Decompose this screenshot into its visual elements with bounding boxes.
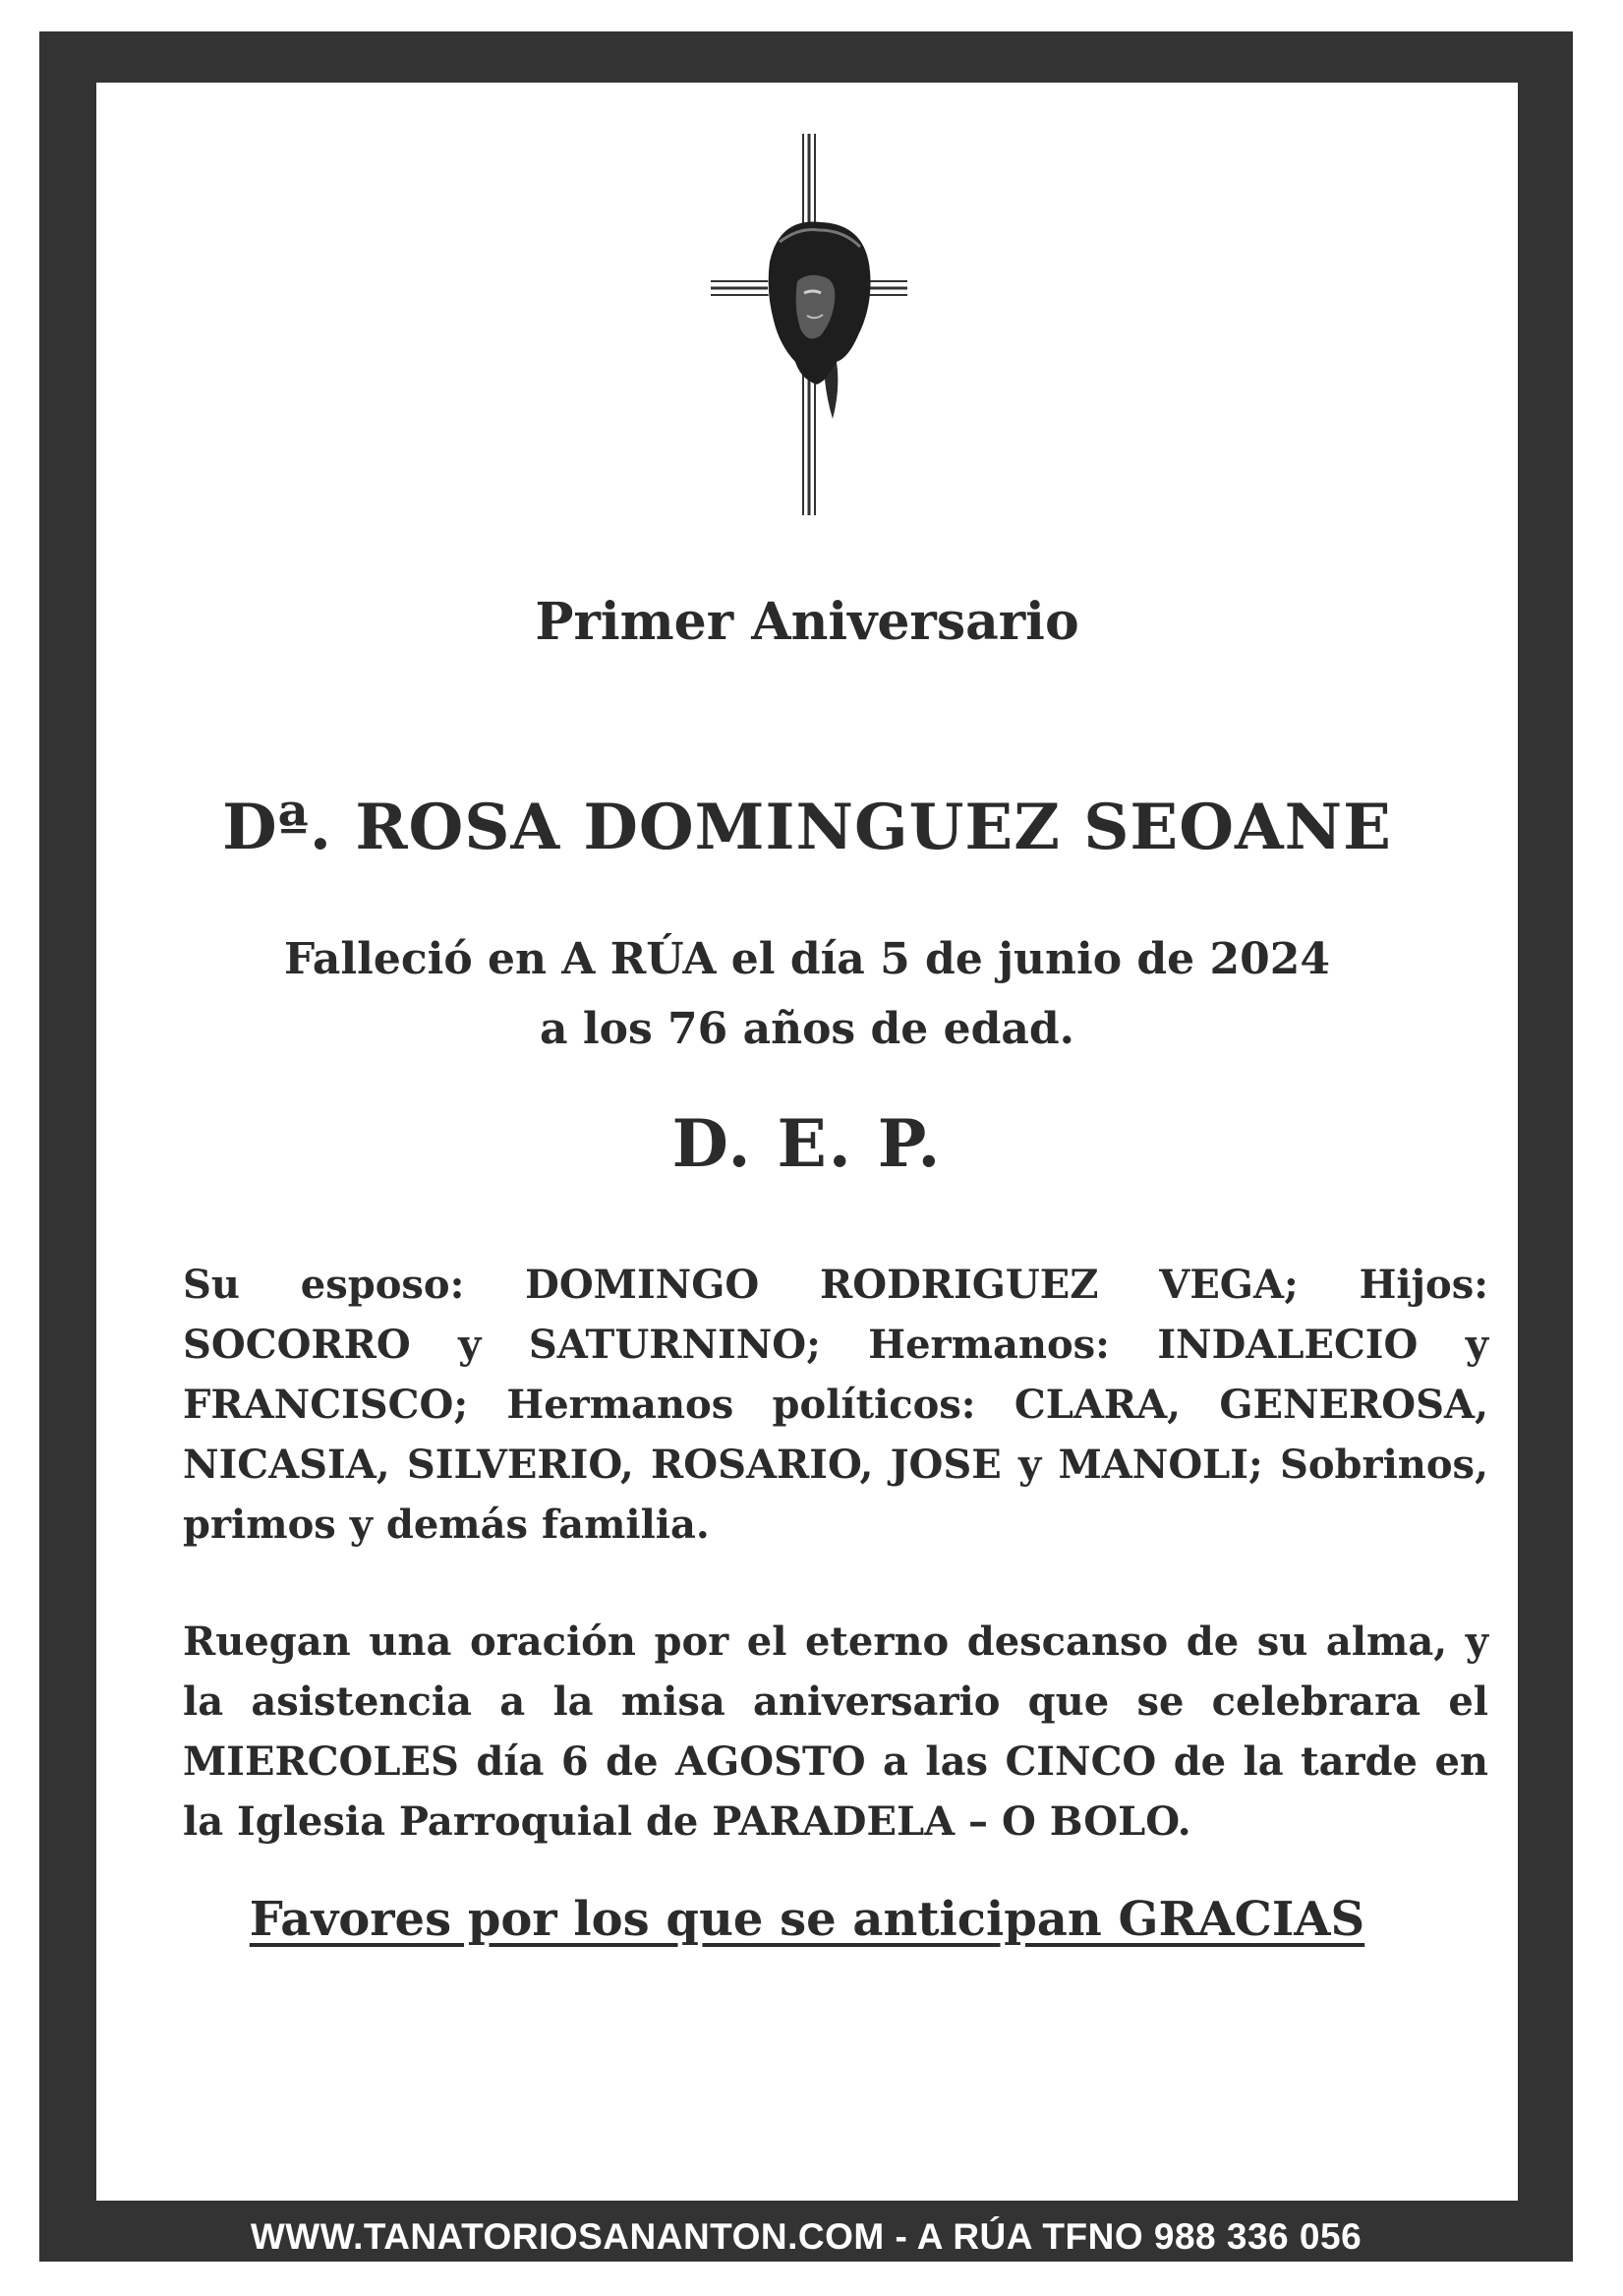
mass-paragraph: Ruegan una oración por el eterno descanso de su alma, y la asistencia a la misa aniversario que se celebrara el MIERCOLES día 6 de AGOSTO a las CINCO de la tarde en la Iglesia Parroquial de PARADELA – O BOLO. [183,1619,1488,1845]
death-age: a los 76 años de edad. [540,1004,1074,1054]
thanks-line [96,1892,1518,1947]
deceased-name: Dª. ROSA DOMINGUEZ SEOANE [222,791,1392,864]
footer-contact: WWW.TANATORIOSANANTON.COM - A RÚA TFNO 988 336 056 [250,2216,1362,2257]
notice-body [96,83,1518,2201]
anniversary-title: Primer Aniversario [535,592,1079,652]
family-paragraph: Su esposo: DOMINGO RODRIGUEZ VEGA; Hijos: SOCORRO y SATURNINO; Hermanos: INDALECIO y FRANCISCO; Hermanos políticos: CLARA, GENEROSA, NICASIA, SILVERIO, ROSARIO, JOSE y MANOLI; Sobrinos, primos y demás familia. [183,1262,1488,1548]
thanks-text: Favores por los que se anticipan GRACIAS [249,1892,1365,1947]
crucifix-icon [711,134,907,515]
death-place-date: Falleció en A RÚA el día 5 de junio de 2024 [284,934,1330,984]
rest-in-peace: D. E. P. [671,1105,943,1182]
black-mourning-border [39,31,1573,2262]
